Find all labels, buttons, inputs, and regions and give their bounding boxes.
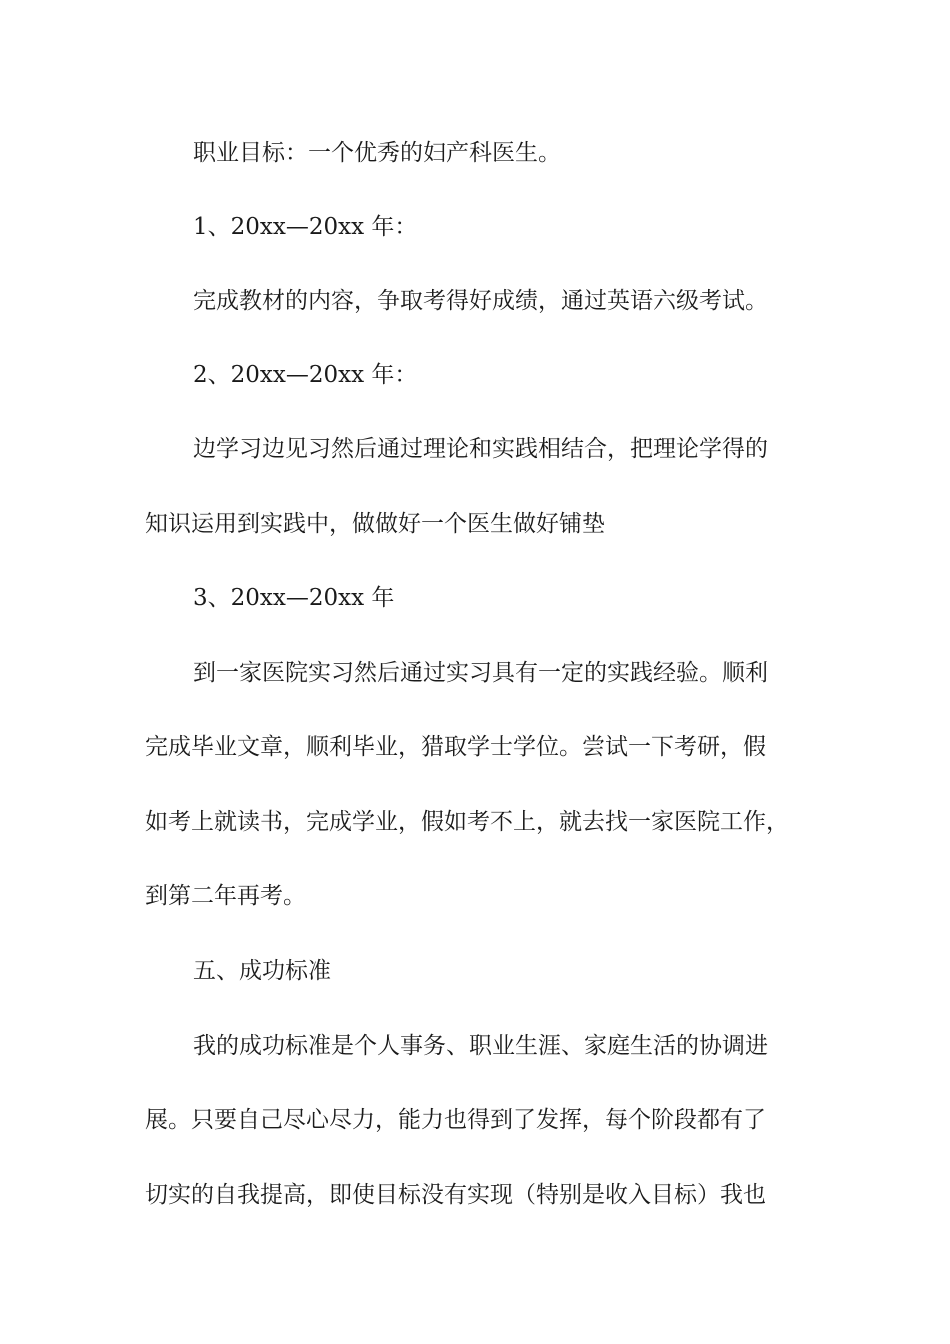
stage-3-text-line-3: 如考上就读书，完成学业，假如考不上，就去找一家医院工作， xyxy=(145,809,789,835)
stage-2-text-line-2: 知识运用到实践中，做做好一个医生做好铺垫 xyxy=(145,511,605,537)
stage-3-text-line-1: 到一家医院实习然后通过实习具有一定的实践经验。顺利 xyxy=(193,660,768,686)
success-standard-line-2: 展。只要自己尽心尽力，能力也得到了发挥，每个阶段都有了 xyxy=(145,1107,766,1133)
career-goal-line: 职业目标：一个优秀的妇产科医生。 xyxy=(193,140,561,166)
stage-3-heading: 3、20xx—20xx 年 xyxy=(193,585,395,611)
success-standard-line-1: 我的成功标准是个人事务、职业生涯、家庭生活的协调进 xyxy=(193,1033,768,1059)
stage-2-heading: 2、20xx—20xx 年： xyxy=(193,362,418,388)
stage-1-heading: 1、20xx—20xx 年： xyxy=(193,214,418,240)
section-5-heading: 五、成功标准 xyxy=(193,958,331,984)
stage-2-text-line-1: 边学习边见习然后通过理论和实践相结合，把理论学得的 xyxy=(193,436,768,462)
stage-3-text-line-4: 到第二年再考。 xyxy=(145,883,306,909)
stage-3-text-line-2: 完成毕业文章，顺利毕业，猎取学士学位。尝试一下考研，假 xyxy=(145,734,766,760)
stage-1-text: 完成教材的内容，争取考得好成绩，通过英语六级考试。 xyxy=(193,288,768,314)
success-standard-line-3: 切实的自我提高，即使目标没有实现（特别是收入目标）我也 xyxy=(145,1182,766,1208)
